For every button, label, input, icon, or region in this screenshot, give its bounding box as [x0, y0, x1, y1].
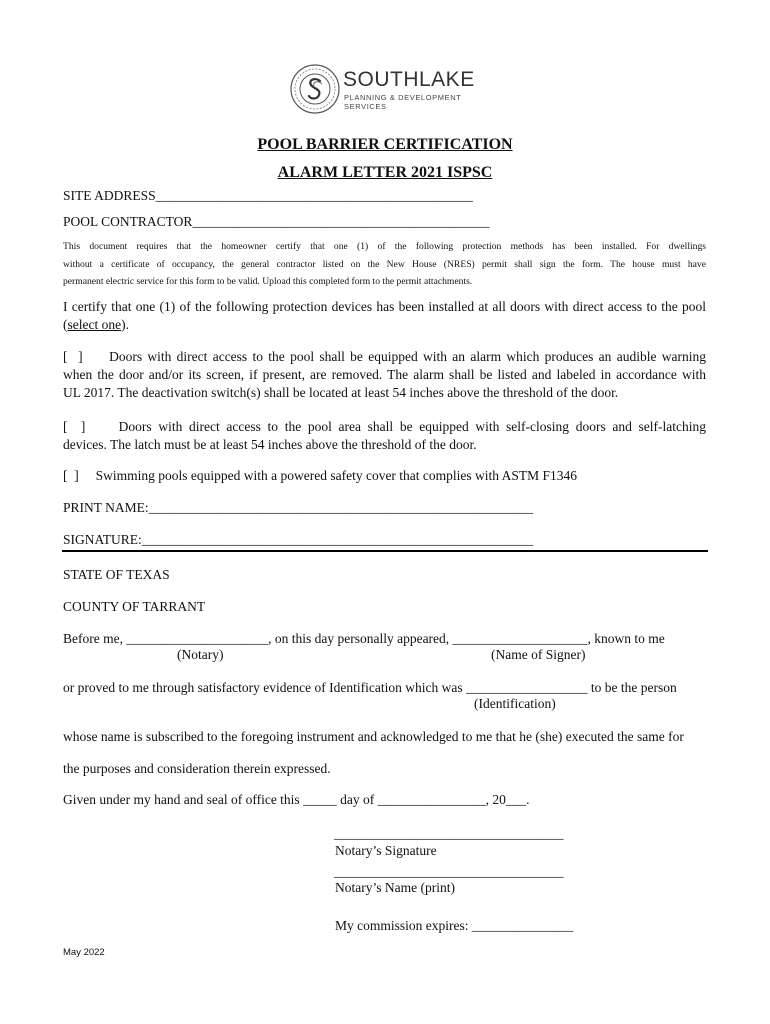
- option-line: devices. The latch must be at least 54 inches above the threshold of the door.: [63, 437, 477, 452]
- purposes-line: the purposes and consideration therein expressed.: [63, 761, 331, 776]
- whose-name-line: whose name is subscribed to the foregoing instrument and acknowledged to me that he (she) executed the same for: [63, 729, 684, 744]
- county-text: COUNTY OF TARRANT: [63, 599, 206, 614]
- commission-expires-field[interactable]: My commission expires: _______________: [335, 918, 574, 933]
- notary-name-label: Notary’s Name (print): [335, 880, 455, 895]
- signature-field[interactable]: SIGNATURE:__________________________________________________________: [63, 532, 534, 547]
- option-line: [ ] Doors with direct access to the pool area shall be equipped with self-closing doors and self-latching: [63, 419, 706, 434]
- option-line: UL 2017. The deactivation switch(s) shall be located at least 54 inches above the threshold of the door.: [63, 385, 619, 400]
- logo-subtitle-line2: SERVICES: [344, 102, 387, 111]
- footer-date: May 2022: [63, 947, 105, 958]
- notary-signature-label: Notary’s Signature: [335, 843, 437, 858]
- notary-caption: (Notary): [177, 647, 224, 662]
- notice-line: permanent electric service for this form to be valid. Upload this completed form to the permit attachments.: [63, 276, 473, 287]
- select-one-text: select one: [67, 317, 122, 332]
- signer-caption: (Name of Signer): [491, 647, 586, 662]
- paren-open: (: [63, 317, 68, 332]
- southlake-seal-icon: [289, 63, 341, 115]
- given-line[interactable]: Given under my hand and seal of office this _____ day of ________________, 20___.: [63, 792, 530, 807]
- option-self-closing-doors[interactable]: [63, 418, 706, 454]
- notice-line: This document requires that the homeowner certify that one (1) of the following protection methods has been installed. For dwellings: [63, 241, 706, 252]
- section-divider: [62, 550, 708, 552]
- print-name-field[interactable]: PRINT NAME:_________________________________________________________: [63, 500, 534, 515]
- notice-text: [63, 238, 706, 291]
- document-subtitle: ALARM LETTER 2021 ISPSC: [277, 164, 493, 181]
- option-safety-cover[interactable]: [ ] Swimming pools equipped with a powered safety cover that complies with ASTM F1346: [63, 468, 578, 483]
- logo-name: SOUTHLAKE: [343, 68, 475, 91]
- state-text: STATE OF TEXAS: [63, 567, 170, 582]
- identification-caption: (Identification): [474, 696, 556, 711]
- option-line: when the door and/or its screen, if present, are removed. The alarm shall be listed and labeled in accordance with: [63, 367, 706, 382]
- notary-signature-line[interactable]: __________________________________: [334, 826, 564, 841]
- certify-statement: [63, 298, 706, 334]
- pool-contractor-field[interactable]: POOL CONTRACTOR____________________________________________: [63, 214, 490, 229]
- logo-subtitle-line1: PLANNING & DEVELOPMENT: [344, 93, 462, 102]
- logo: [289, 63, 489, 119]
- notary-name-line[interactable]: __________________________________: [334, 864, 564, 879]
- paren-close: ).: [121, 317, 129, 332]
- option-line: [ ] Doors with direct access to the pool shall be equipped with an alarm which produces an audible warning: [63, 349, 706, 364]
- proved-line[interactable]: or proved to me through satisfactory evidence of Identification which was __________________ to be the person: [63, 680, 677, 695]
- certify-line-2: [63, 316, 706, 334]
- certify-line: I certify that one (1) of the following protection devices has been installed at all doors with direct access to the pool: [63, 299, 706, 314]
- before-me-line[interactable]: Before me, _____________________, on this day personally appeared, ____________________, known to me: [63, 631, 665, 646]
- option-alarm[interactable]: [63, 348, 706, 402]
- notice-line: without a certificate of occupancy, the general contractor listed on the New House (NRES) permit shall sign the form. The house must have: [63, 258, 706, 270]
- site-address-field[interactable]: SITE ADDRESS_______________________________________________: [63, 188, 473, 203]
- document-title: POOL BARRIER CERTIFICATION: [257, 136, 513, 153]
